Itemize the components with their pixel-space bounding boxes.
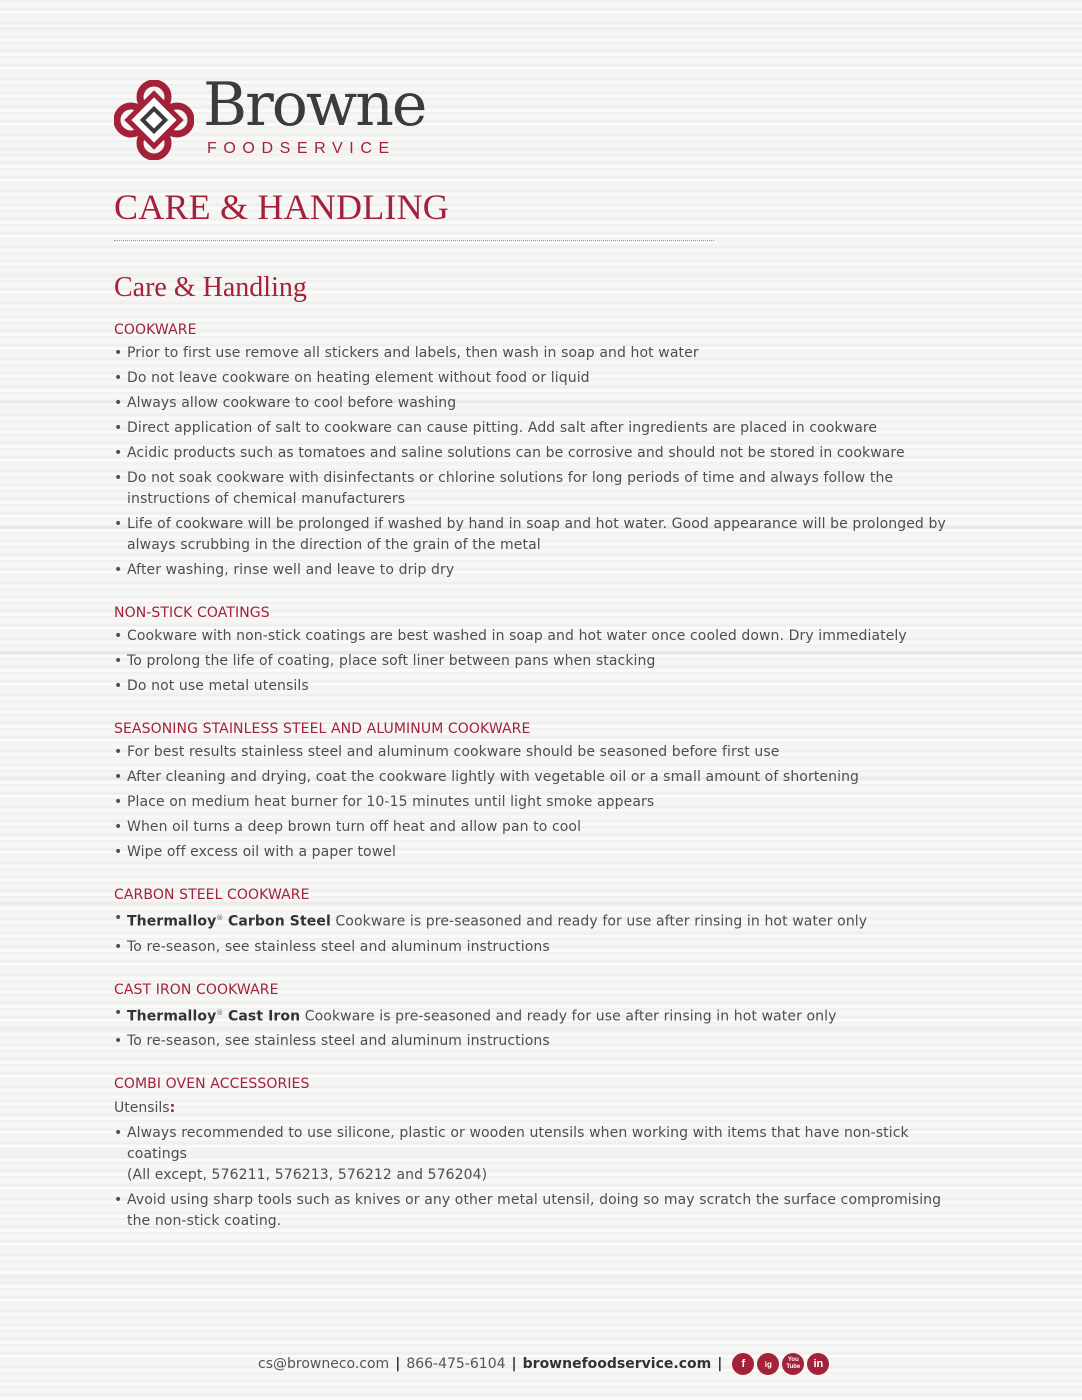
browne-logo-mark-icon [114,80,194,160]
list-item [114,1123,964,1186]
section-combi-oven [114,1074,964,1232]
section-heading: SEASONING STAINLESS STEEL AND ALUMINUM COOKWARE [114,721,531,737]
combi-list [114,1123,964,1232]
list-item: • To re-season, see stainless steel and aluminum instructions [114,1031,964,1052]
footer-separator: | [717,1356,723,1372]
section-cast-iron [114,980,964,1053]
facebook-icon[interactable]: f [732,1353,754,1375]
brand-logo [114,70,434,162]
item-note: (All except, 576211, 576213, 576212 and 576204) [127,1167,488,1184]
list-item: • Life of cookware will be prolonged if washed by hand in soap and hot water. Good appearance will be prolonged by always scrubbing in the direction of the grain of the metal [114,514,964,556]
product-name: Carbon Steel [227,913,331,930]
list-item: • Do not use metal utensils [114,676,964,697]
list-item: • Do not leave cookware on heating element without food or liquid [114,368,964,389]
footer-phone[interactable]: 866-475-6104 [406,1356,506,1372]
footer-website-link[interactable]: brownefoodservice.com [522,1356,712,1372]
list-item: • Acidic products such as tomatoes and saline solutions can be corrosive and should not be stored in cookware [114,443,964,464]
footer-separator: | [511,1356,517,1372]
list-item: • Place on medium heat burner for 10-15 minutes until light smoke appears [114,792,964,813]
brand-subtitle: FOODSERVICE [207,140,396,157]
social-links [732,1353,829,1375]
list-item: • Prior to first use remove all stickers and labels, then wash in soap and hot water [114,343,964,364]
section-subtitle: Care & Handling [114,272,307,303]
list-item: • Avoid using sharp tools such as knives or any other metal utensil, doing so may scratch the surface compromising the non-stick coating. [114,1190,964,1232]
list-item: • For best results stainless steel and aluminum cookware should be seasoned before first use [114,742,964,763]
item-text: Cookware is pre-seasoned and ready for use after rinsing in hot water only [335,913,868,930]
list-item: • After cleaning and drying, coat the cookware lightly with vegetable oil or a small amount of shortening [114,767,964,788]
castiron-list [114,1003,964,1053]
list-item: • Cookware with non-stick coatings are best washed in soap and hot water once cooled down. Dry immediately [114,626,964,647]
section-heading: NON-STICK COATINGS [114,605,270,621]
brand-name: Thermalloy [127,1008,217,1025]
footer-separator: | [395,1356,401,1372]
footer [258,1352,829,1376]
list-item: • To re-season, see stainless steel and aluminum instructions [114,937,964,958]
list-item [114,1003,964,1028]
title-divider [114,240,714,241]
section-heading: COMBI OVEN ACCESSORIES [114,1076,310,1093]
nonstick-list [114,626,964,697]
section-seasoning [114,719,964,863]
brand-name: Browne [203,70,426,140]
section-nonstick [114,603,964,697]
product-name: Cast Iron [227,1008,301,1025]
section-cookware [114,320,964,581]
utensils-label [114,1098,964,1119]
section-heading: CAST IRON COOKWARE [114,981,279,998]
item-text: Always recommended to use silicone, plastic or wooden utensils when working with items that have non-stick coatings [127,1125,909,1163]
list-item: • Wipe off excess oil with a paper towel [114,842,964,863]
list-item: • To prolong the life of coating, place soft liner between pans when stacking [114,651,964,672]
list-item: • Direct application of salt to cookware can cause pitting. Add salt after ingredients are placed in cookware [114,418,964,439]
section-heading: CARBON STEEL COOKWARE [114,887,310,903]
carbon-list [114,908,964,958]
seasoning-list [114,742,964,863]
utensils-colon: : [169,1100,176,1117]
linkedin-icon[interactable]: in [807,1353,829,1375]
main-content [114,268,964,1254]
section-carbon-steel [114,885,964,958]
instagram-icon[interactable]: ig [757,1353,779,1375]
list-item: • Do not soak cookware with disinfectants or chlorine solutions for long periods of time and always follow the instructions of chemical manufacturers [114,468,964,510]
registered-mark: ® [216,914,224,922]
cookware-list [114,343,964,581]
page-title: CARE & HANDLING [114,187,449,227]
registered-mark: ® [216,1008,224,1017]
list-item: • Always allow cookware to cool before washing [114,393,964,414]
utensils-label-text: Utensils [114,1100,170,1117]
youtube-icon[interactable]: You Tube [782,1353,804,1375]
footer-email[interactable]: cs@browneco.com [258,1356,390,1372]
list-item [114,908,964,933]
list-item: • When oil turns a deep brown turn off heat and allow pan to cool [114,817,964,838]
item-text: Cookware is pre-seasoned and ready for use after rinsing in hot water only [304,1008,837,1025]
section-heading: COOKWARE [114,322,197,338]
list-item: • After washing, rinse well and leave to drip dry [114,560,964,581]
brand-name: Thermalloy [127,913,217,930]
